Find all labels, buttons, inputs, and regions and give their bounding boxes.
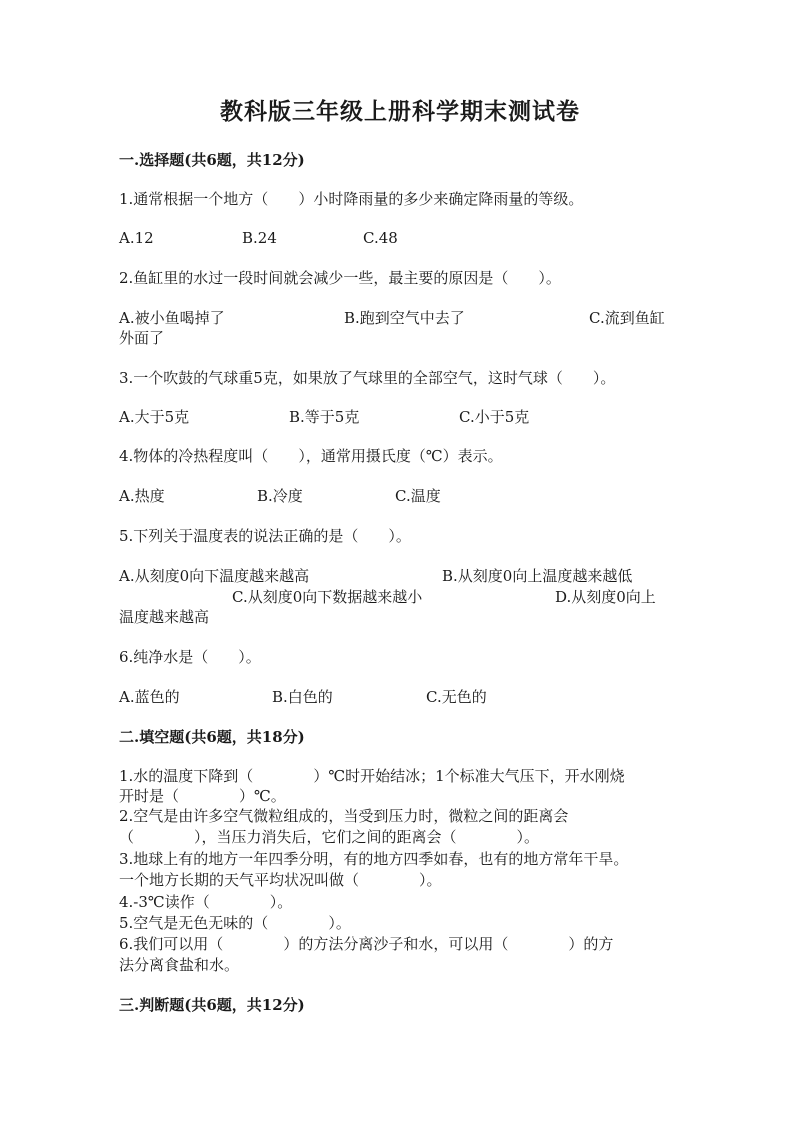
option: A.蓝色的 xyxy=(119,688,180,706)
question-stem: 3.一个吹鼓的气球重5克，如果放了气球里的全部空气，这时气球（ ）。 xyxy=(119,369,616,387)
option: B.等于5克 xyxy=(289,408,360,426)
section-heading-fill: 二.填空题(共6题，共18分) xyxy=(119,728,305,746)
option: 温度越来越高 xyxy=(119,608,210,626)
option: A.大于5克 xyxy=(119,408,190,426)
option: C.48 xyxy=(363,229,398,247)
fill-line: 一个地方长期的天气平均状况叫做（ ）。 xyxy=(119,871,442,889)
fill-line: 2.空气是由许多空气微粒组成的，当受到压力时，微粒之间的距离会 xyxy=(119,807,569,825)
option: A.从刻度0向下温度越来越高 xyxy=(119,567,310,585)
page-title: 教科版三年级上册科学期末测试卷 xyxy=(220,98,580,125)
fill-line: 1.水的温度下降到（ ）℃时开始结冰；1个标准大气压下，开水刚烧 xyxy=(119,767,625,785)
fill-line: 开时是（ ）℃。 xyxy=(119,787,286,805)
option: A.12 xyxy=(119,229,154,247)
fill-line: 6.我们可以用（ ）的方法分离沙子和水，可以用（ ）的方 xyxy=(119,935,614,953)
option: D.从刻度0向上 xyxy=(555,588,656,606)
question-stem: 5.下列关于温度表的说法正确的是（ ）。 xyxy=(119,527,411,545)
fill-line: 5.空气是无色无味的（ ）。 xyxy=(119,914,351,932)
question-stem: 4.物体的冷热程度叫（ ），通常用摄氏度（℃）表示。 xyxy=(119,447,503,465)
option: B.从刻度0向上温度越来越低 xyxy=(442,567,633,585)
option: B.冷度 xyxy=(257,487,303,505)
fill-line: 4.-3℃读作（ ）。 xyxy=(119,893,293,911)
section-heading-judge: 三.判断题(共6题，共12分) xyxy=(119,996,305,1014)
fill-line: 3.地球上有的地方一年四季分明，有的地方四季如春，也有的地方常年干旱。 xyxy=(119,850,629,868)
option: C.温度 xyxy=(395,487,441,505)
option: C.小于5克 xyxy=(459,408,530,426)
question-stem: 1.通常根据一个地方（ ）小时降雨量的多少来确定降雨量的等级。 xyxy=(119,190,584,208)
option: A.热度 xyxy=(119,487,165,505)
question-stem: 2.鱼缸里的水过一段时间就会减少一些，最主要的原因是（ ）。 xyxy=(119,269,561,287)
option: A.被小鱼喝掉了 xyxy=(119,309,225,327)
option: B.跑到空气中去了 xyxy=(344,309,465,327)
option: C.流到鱼缸 xyxy=(589,309,665,327)
fill-line: （ ），当压力消失后，它们之间的距离会（ ）。 xyxy=(119,828,540,846)
option: B.24 xyxy=(242,229,277,247)
question-stem: 6.纯净水是（ ）。 xyxy=(119,648,261,666)
option: C.无色的 xyxy=(426,688,487,706)
option: C.从刻度0向下数据越来越小 xyxy=(232,588,423,606)
fill-line: 法分离食盐和水。 xyxy=(119,956,240,974)
option: B.白色的 xyxy=(272,688,333,706)
section-heading-choice: 一.选择题(共6题，共12分) xyxy=(119,151,305,169)
option: 外面了 xyxy=(119,329,165,347)
